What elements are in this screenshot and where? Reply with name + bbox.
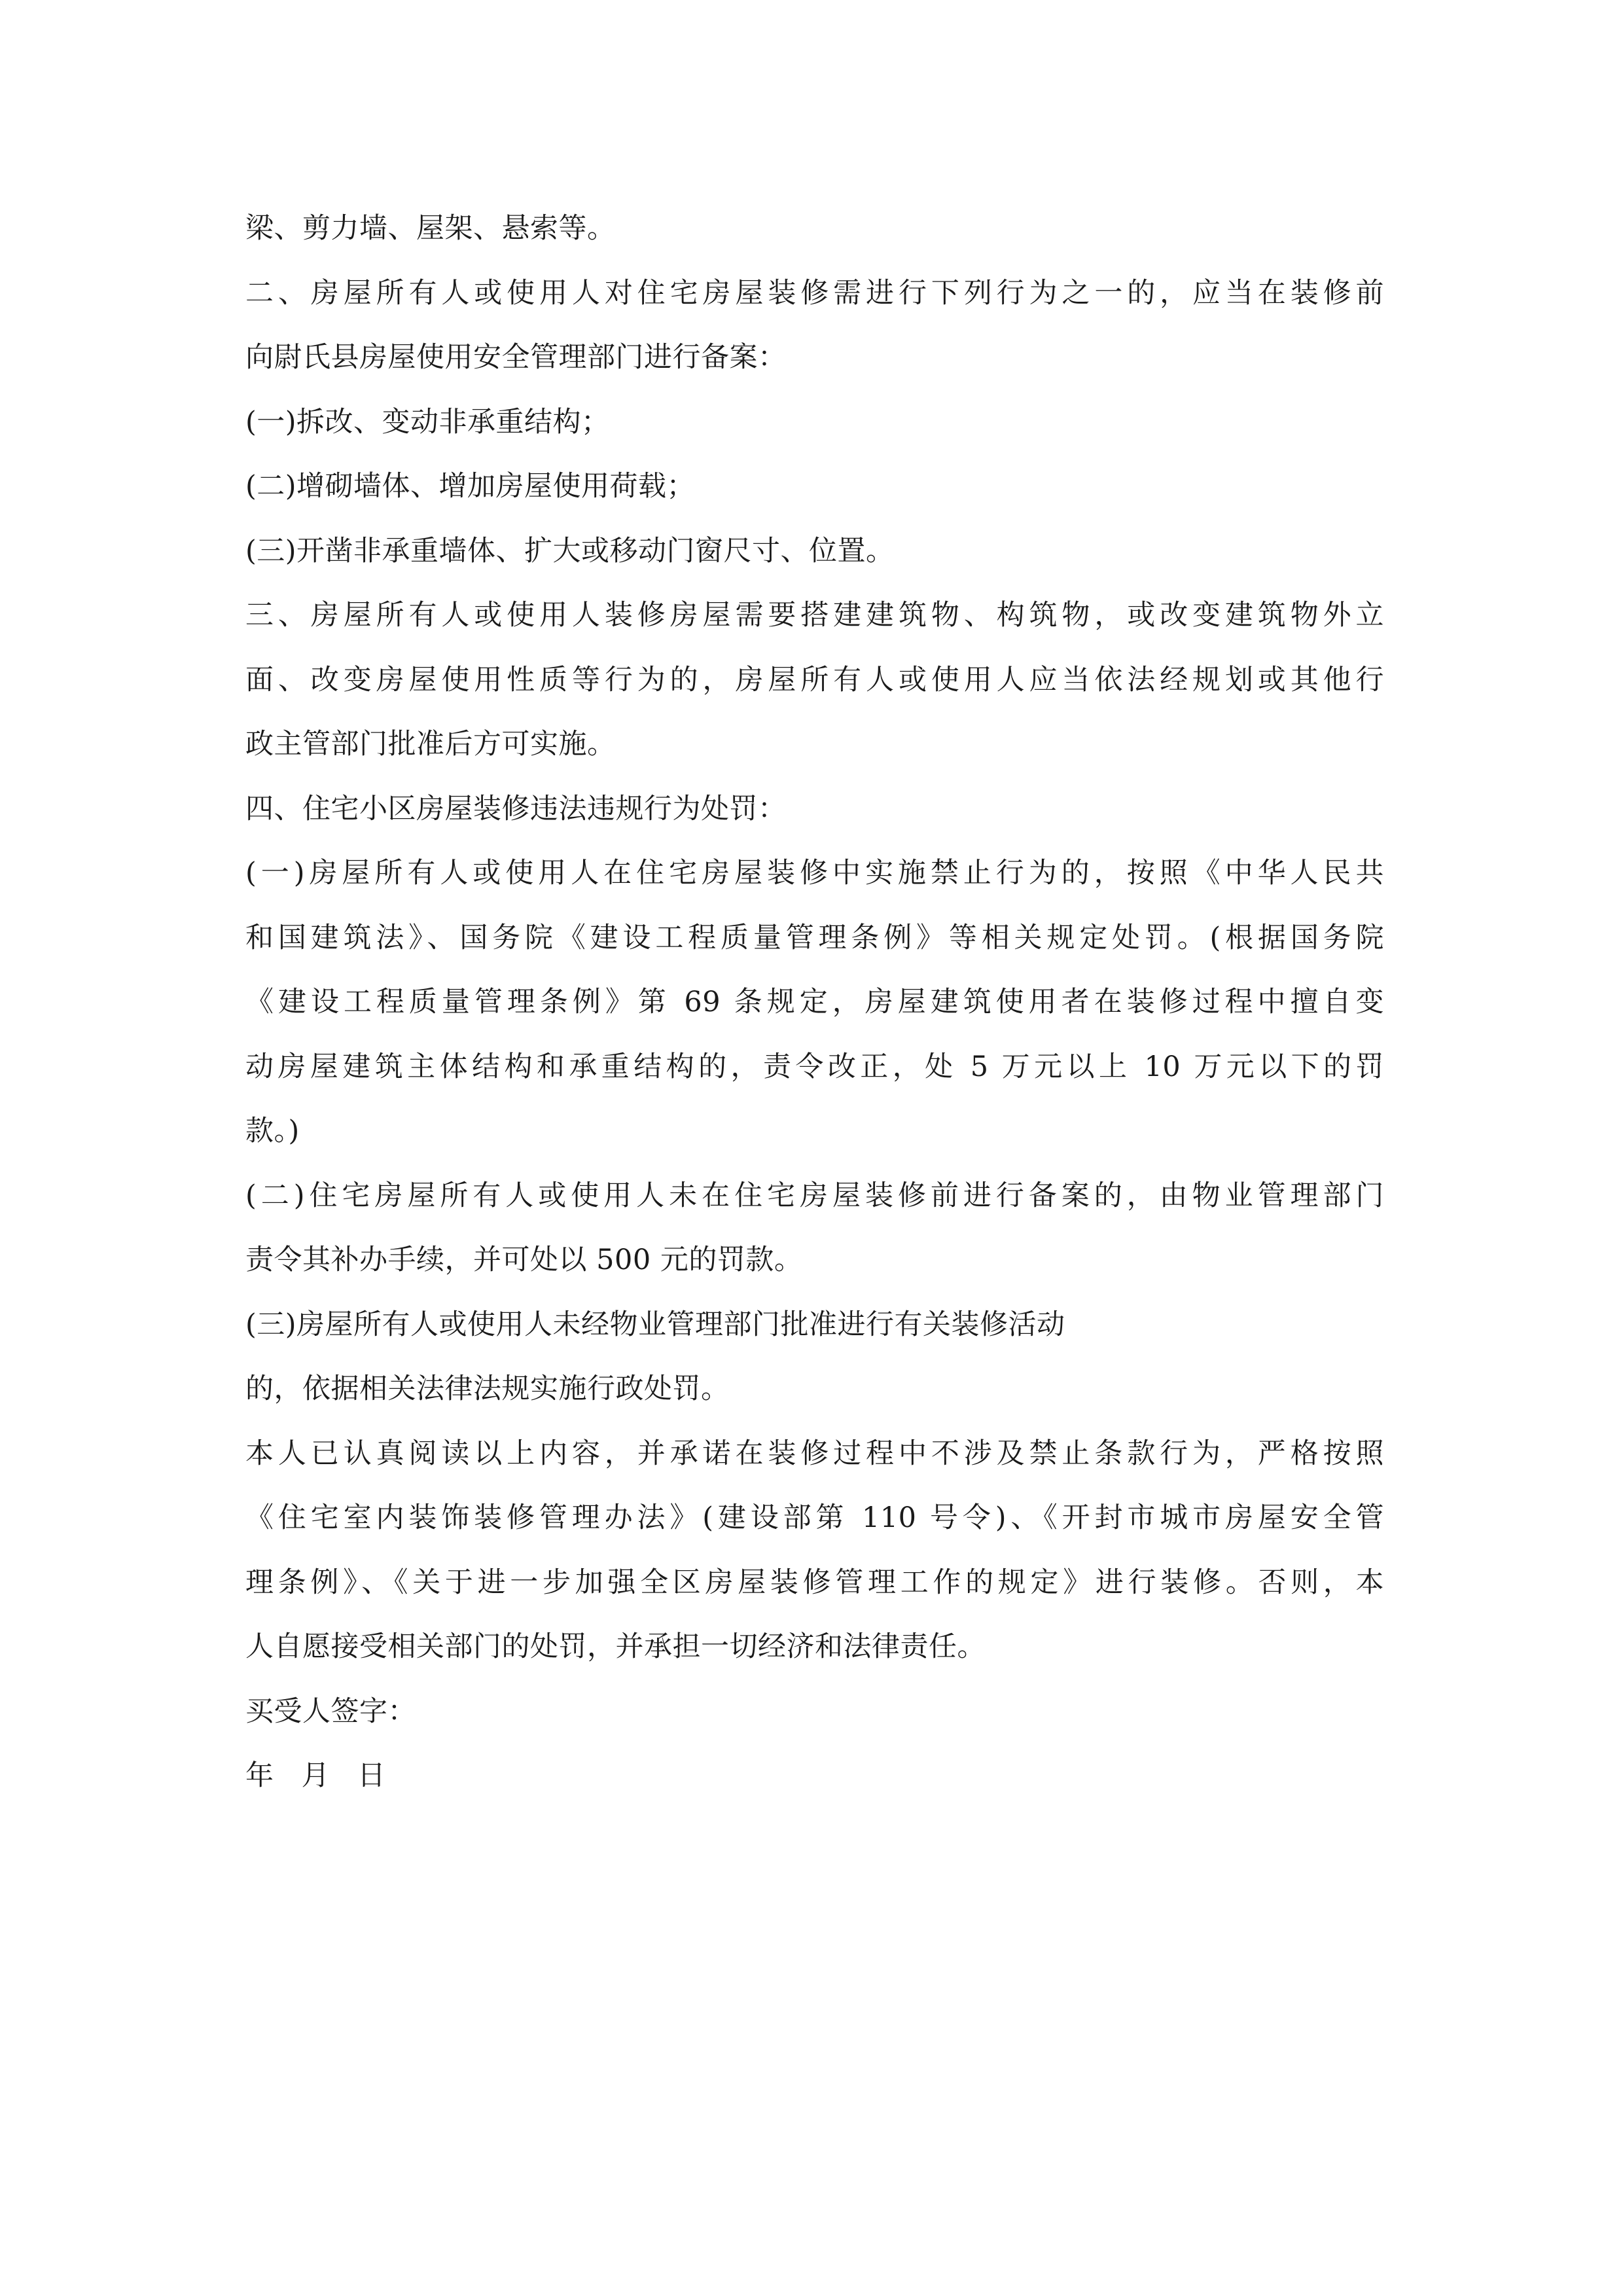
document-body (245, 196, 1384, 1808)
text-line: 动房屋建筑主体结构和承重结构的，责令改正，处 5 万元以上 10 万元以下的罚 (245, 1050, 1384, 1083)
text-line: (一)拆改、变动非承重结构； (245, 405, 610, 439)
text-line: 政主管部门批准后方可实施。 (245, 728, 616, 761)
text-line: 款。) (245, 1115, 300, 1147)
text-line: 三、房屋所有人或使用人装修房屋需要搭建建筑物、构筑物，或改变建筑物外立 (245, 599, 1384, 632)
date-line (245, 1744, 1384, 1808)
text-line: 理条例》、《关于进一步加强全区房屋装修管理工作的规定》进行装修。否则，本 (245, 1566, 1384, 1599)
text-line: 本人已认真阅读以上内容，并承诺在装修过程中不涉及禁止条款行为，严格按照 (245, 1437, 1384, 1470)
date-year: 年 (245, 1759, 274, 1792)
text-line: 责令其补办手续，并可处以 500 元的罚款。 (245, 1244, 803, 1276)
text-line: 面、改变房屋使用性质等行为的，房屋所有人或使用人应当依法经规划或其他行 (245, 663, 1384, 696)
text-line: 《建设工程质量管理条例》第 69 条规定，房屋建筑使用者在装修过程中擅自变 (245, 986, 1384, 1018)
text-line: (三)开凿非承重墙体、扩大或移动门窗尺寸、位置。 (245, 534, 895, 567)
text-line: 和国建筑法》、国务院《建设工程质量管理条例》等相关规定处罚。(根据国务院 (245, 921, 1384, 954)
text-line: (一)房屋所有人或使用人在住宅房屋装修中实施禁止行为的，按照《中华人民共 (245, 857, 1384, 889)
date-month: 月 (301, 1759, 330, 1792)
signature-label: 买受人签字： (245, 1695, 416, 1728)
text-line: 梁、剪力墙、屋架、悬索等。 (245, 212, 616, 245)
date-day: 日 (357, 1759, 386, 1792)
text-line: 四、住宅小区房屋装修违法违规行为处罚： (245, 792, 787, 825)
text-line: 人自愿接受相关部门的处罚，并承担一切经济和法律责任。 (245, 1630, 986, 1663)
text-line: 向尉氏县房屋使用安全管理部门进行备案： (245, 341, 787, 374)
text-line: 二、房屋所有人或使用人对住宅房屋装修需进行下列行为之一的，应当在装修前 (245, 276, 1384, 310)
text-line: (二)住宅房屋所有人或使用人未在住宅房屋装修前进行备案的，由物业管理部门 (245, 1179, 1384, 1212)
text-line: 的，依据相关法律法规实施行政处罚。 (245, 1372, 730, 1405)
text-line: (三)房屋所有人或使用人未经物业管理部门批准进行有关装修活动 (245, 1308, 1065, 1341)
text-line: 《住宅室内装饰装修管理办法》(建设部第 110 号令)、《开封市城市房屋安全管 (245, 1501, 1384, 1534)
text-line: (二)增砌墙体、增加房屋使用荷载； (245, 470, 696, 503)
